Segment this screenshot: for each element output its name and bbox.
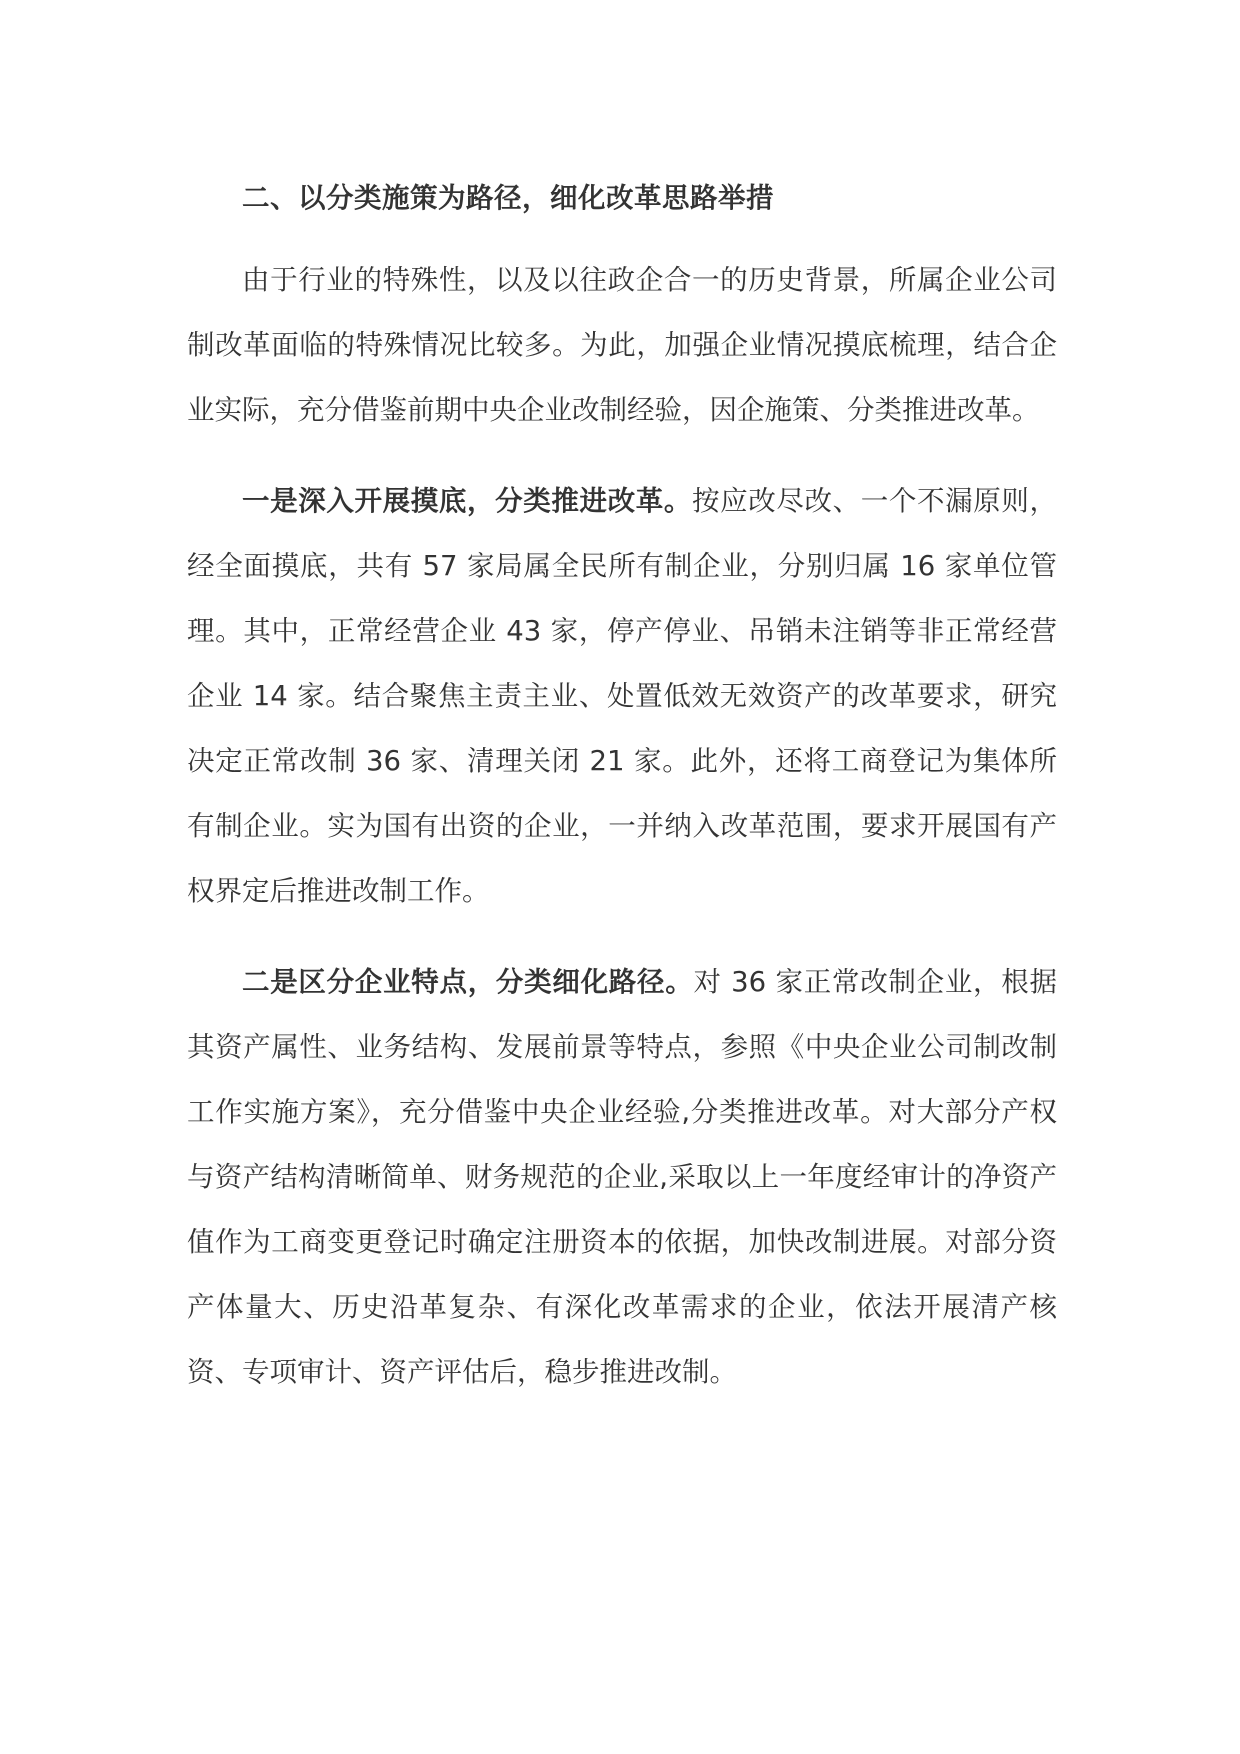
section-heading: 二、以分类施策为路径，细化改革思路举措 xyxy=(242,182,774,214)
paragraph-intro: 由于行业的特殊性，以及以往政企合一的历史背景，所属企业公司制改革面临的特殊情况比较多。为此，加强企业情况摸底梳理，结合企业实际，充分借鉴前期中央企业改制经验，因企施策、分类推进改革。 xyxy=(187,264,1057,426)
paragraph-lead-classification: 二是区分企业特点，分类细化路径。 xyxy=(242,966,694,998)
paragraph-investigation xyxy=(187,469,1057,924)
paragraph-body-classification: 对 36 家正常改制企业，根据其资产属性、业务结构、发展前景等特点，参照《中央企业公司制改制工作实施方案》，充分借鉴中央企业经验,分类推进改革。对大部分产权与资产结构清晰简单、财务规范的企业,采取以上一年度经审计的净资产值作为工商变更登记时确定注册资本的依据，加快改制进展。对部分资产体量大、历史沿革复杂、有深化改革需求的企业，依法开展清产核资、专项审计、资产评估后，稳步推进改制。 xyxy=(187,966,1057,1388)
paragraph-lead-investigation: 一是深入开展摸底，分类推进改革。 xyxy=(242,485,692,517)
paragraph-body-investigation: 按应改尽改、一个不漏原则，经全面摸底，共有 57 家局属全民所有制企业，分别归属 16 家单位管理。其中，正常经营企业 43 家，停产停业、吊销未注销等非正常经营企业 14 家。结合聚焦主责主业、处置低效无效资产的改革要求，研究决定正常改制 36 家、清理关闭 21 家。此外，还将工商登记为集体所有制企业。实为国有出资的企业，一并纳入改革范围，要求开展国有产权界定后推进改制工作。 xyxy=(187,485,1057,907)
paragraph-classification xyxy=(187,950,1057,1405)
document-body xyxy=(187,168,1057,1431)
